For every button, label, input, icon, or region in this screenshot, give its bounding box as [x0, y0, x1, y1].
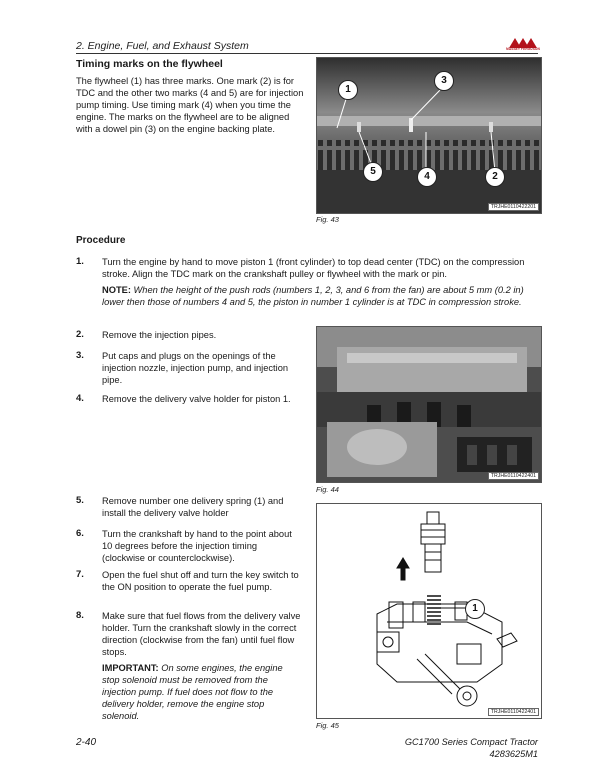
- step-text: Turn the crankshaft by hand to the point about 10 degrees before the injection timing (clockwise or counterclockwise).: [102, 529, 292, 563]
- step-number: 5.: [76, 495, 84, 506]
- page-number: 2-40: [76, 737, 97, 748]
- step-number: 3.: [76, 350, 84, 361]
- step-text: Remove number one delivery spring (1) and install the delivery valve holder: [102, 496, 284, 518]
- callout-4: 4: [417, 167, 437, 187]
- figure-flywheel-photo: [316, 57, 542, 214]
- note-label: NOTE:: [102, 285, 131, 295]
- logo-text: MASSEY FERGUSON: [506, 47, 540, 51]
- product-name: GC1700 Series Compact Tractor: [404, 737, 538, 747]
- step-number: 8.: [76, 610, 84, 621]
- engine-illustration: [317, 327, 541, 482]
- note-text: When the height of the push rods (numbers 1, 2, 3, and 6 from the fan) are about 5 mm (0.2 in) lower then those of numbers 4 and 5, the piston in number 1 cylinder is at TDC in compression stroke.: [102, 285, 524, 307]
- important-text: On some engines, the engine stop solenoid must be removed from the injection pump. If fuel does not flow to the delivery holder, remove the engine stop solenoid.: [102, 663, 283, 721]
- footer-product: [405, 737, 538, 760]
- callout-2: 2: [485, 167, 505, 187]
- callout-1: 1: [465, 599, 485, 619]
- figure-id-tag: TRJHE0110422401: [488, 708, 539, 716]
- section-header: 2. Engine, Fuel, and Exhaust System: [76, 40, 249, 52]
- procedure-heading: Procedure: [76, 235, 126, 246]
- figure-id-tag: TRJHE0110422401: [488, 472, 539, 480]
- note-paragraph: [102, 284, 538, 308]
- step-number: 7.: [76, 569, 84, 580]
- brand-logo: [506, 36, 540, 52]
- figure-label: Fig. 43: [316, 215, 339, 224]
- header-divider: [76, 53, 538, 54]
- figure-engine-photo: [316, 326, 542, 483]
- callout-5: 5: [363, 162, 383, 182]
- figure-delivery-valve-drawing: [316, 503, 542, 719]
- figure-label: Fig. 44: [316, 485, 339, 494]
- important-paragraph: [102, 662, 302, 722]
- step-number: 6.: [76, 528, 84, 539]
- document-number: 4283625M1: [489, 748, 538, 759]
- step-number: 4.: [76, 393, 84, 404]
- step-text: Make sure that fuel flows from the delivery valve holder. Turn the crankshaft slowly in the correct direction (clockwise from the fan) until fuel flow stops.: [102, 611, 301, 657]
- step-text: Turn the engine by hand to move piston 1 (front cylinder) to top dead center (TDC) on the compression stroke. Align the TDC mark on the crankshaft pulley or flywheel with the mark or pin.: [102, 257, 525, 279]
- intro-paragraph: The flywheel (1) has three marks. One mark (2) is for TDC and the other two marks (4 and 5) are for injection pump timing. Use timing mark (4) when you time the engine. The marks on the flywheel are to be aligned with a dowel pin (3) on the engine backing plate.: [76, 76, 304, 135]
- section-title: Timing marks on the flywheel: [76, 58, 223, 70]
- callout-3: 3: [434, 71, 454, 91]
- callout-1: 1: [338, 80, 358, 100]
- step-text: Remove the delivery valve holder for piston 1.: [102, 394, 291, 404]
- figure-id-tag: TRJHE0110422201: [488, 203, 539, 211]
- step-number: 2.: [76, 329, 84, 340]
- step-number: 1.: [76, 256, 84, 267]
- step-text: Remove the injection pipes.: [102, 330, 217, 340]
- step-text: Open the fuel shut off and turn the key switch to the ON position to operate the fuel pump.: [102, 570, 299, 592]
- important-label: IMPORTANT:: [102, 663, 159, 673]
- delivery-valve-illustration: [317, 504, 541, 718]
- figure-label: Fig. 45: [316, 721, 339, 730]
- step-text: Put caps and plugs on the openings of the injection nozzle, injection pump, and injection pipe.: [102, 351, 289, 385]
